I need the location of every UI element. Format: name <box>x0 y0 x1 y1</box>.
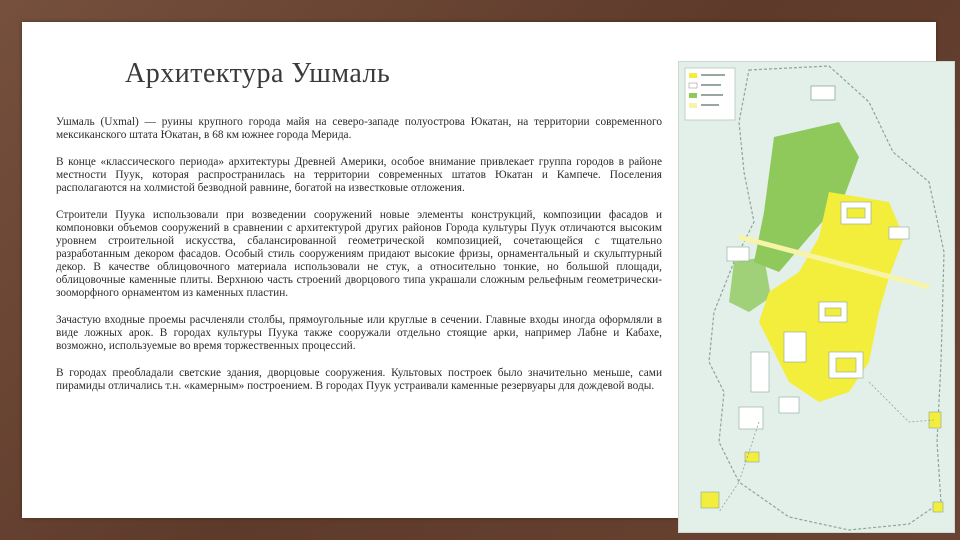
slide <box>22 22 936 518</box>
southern-ruins <box>701 412 943 512</box>
path-south <box>719 422 759 512</box>
site-map <box>678 61 955 533</box>
path-east <box>869 382 934 422</box>
legend-box <box>685 68 735 120</box>
site-map-icon <box>679 62 954 532</box>
paragraph-secular-buildings: В городах преобладали светские здания, дворцовые сооружения. Культовых построек было значительно меньше, сами пирамиды отличались т.н. «камерным» построением. В городах Пуук устраивали каменные резервуары для дождевой воды. <box>56 367 662 392</box>
building-icon <box>811 86 835 100</box>
paragraph-entrances: Зачастую входные проемы расчленяли столбы, прямоугольные или круглые в сечении. Главные входы иногда оформляли в виде ложных арок. В городах культуры Пуука также сооружали отдельно стоящие арки, например Лабне и Кабахе, возможно, используемые во время торжественных процессий. <box>56 314 662 352</box>
slide-body <box>56 116 662 407</box>
paragraph-puuc-builders: Строители Пуука использовали при возведении сооружений новые элементы конструкций, композиции фасадов и компоновки объемов сооружений в сравнении с архитектурой других районов Города культуры Пуук отличаются высоким уровнем строительной искусства, сбалансированной геометрической композицией, сочетающейся с тщательно разработанным декором фасадов. Особый стиль сооружениям придают высокие фризы, орнаментальный и скульптурный декор. В качестве облицовочного материала использовали не стук, а относительно тонкие, но большой площади, облицовочные каменные плиты. Верхнюю часть строений дворцового типа украшали сложным рельефным геометрически-зооморфного орнаментом из каменных пластин. <box>56 209 662 299</box>
grass-area-west <box>729 257 771 312</box>
paragraph-intro: Ушмаль (Uxmal) — руины крупного города майя на северо-западе полуострова Юкатан, на территории современного мексиканского штата Юкатан, в 68 км южнее города Мерида. <box>56 116 662 141</box>
paragraph-classic-period: В конце «классического периода» архитектуры Древней Америки, особое внимание привлекает группа городов в районе местности Пуук, которая распространилась на территории современных штатов Юкатан и Кампече. Поселения располагаются на холмистой безводной равнине, богатой на известковые отложения. <box>56 156 662 194</box>
slide-title: Архитектура Ушмаль <box>125 58 391 89</box>
